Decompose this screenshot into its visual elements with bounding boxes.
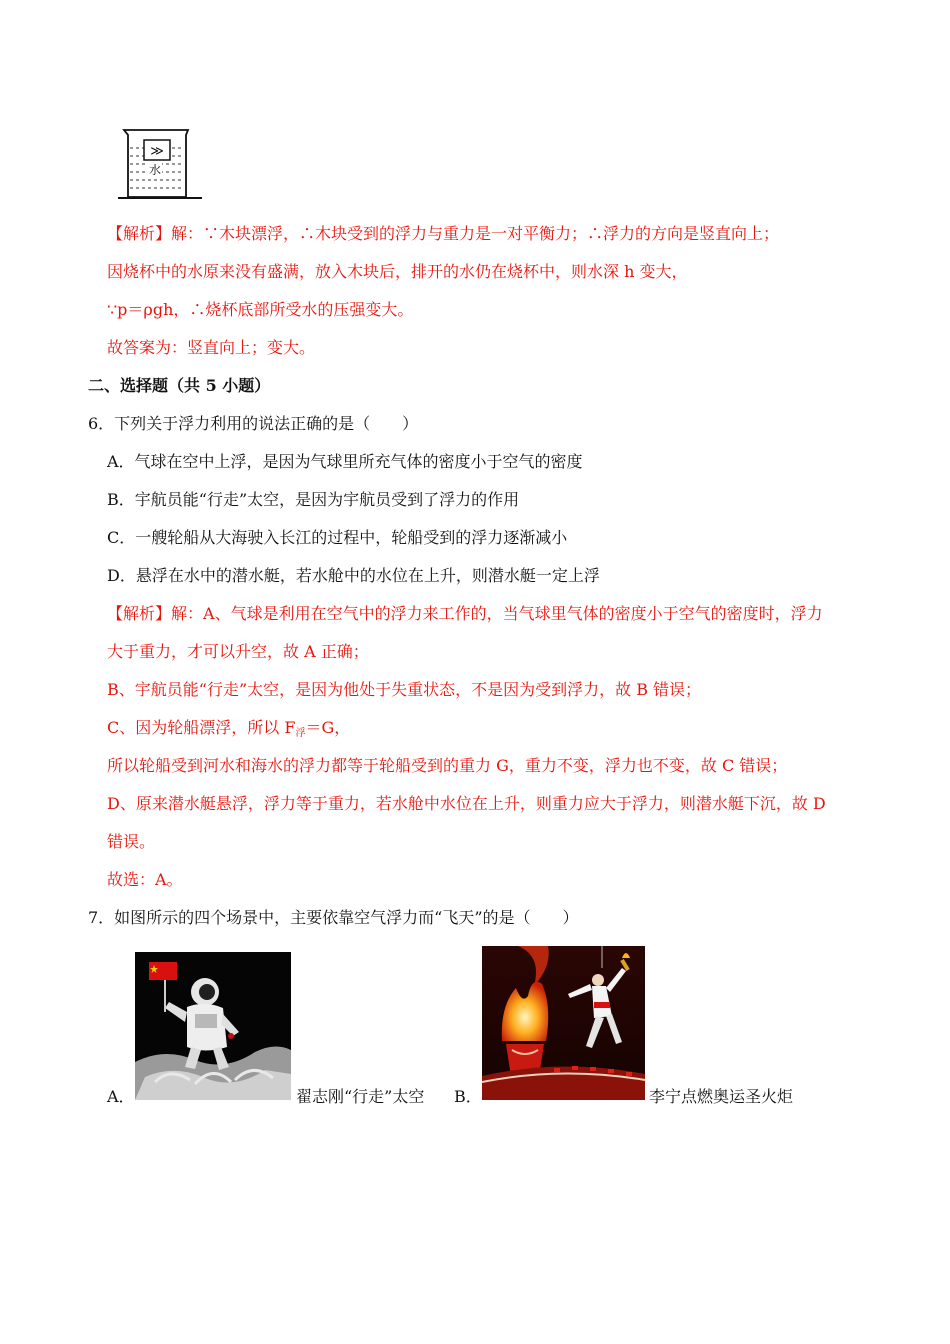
q6-stem: 6．下列关于浮力利用的说法正确的是（ ） [88,414,419,433]
analysis-tag: 【解析】 [107,224,172,243]
q6-analysis-d2: 错误。 [107,832,156,851]
q6-option-a: A．气球在空中上浮，是因为气球里所充气体的密度小于空气的密度 [107,452,583,471]
q7-option-b-caption: 李宁点燃奥运圣火炬 [649,1087,794,1106]
analysis5-line3: ∵p＝ρgh，∴烧杯底部所受水的压强变大。 [107,300,414,319]
wood-block-symbol: ≫ [150,144,164,159]
q6-option-d: D．悬浮在水中的潜水艇，若水舱中的水位在上升，则潜水艇一定上浮 [107,566,600,585]
analysis5-line1: 【解析】解：∵木块漂浮，∴木块受到的浮力与重力是一对平衡力；∴浮力的方向是竖直向上； [107,224,780,243]
q6-analysis-c1: C、因为轮船漂浮，所以 $F_浮=G$， [107,718,351,739]
astronaut-photo [135,952,291,1100]
q6-option-c: C．一艘轮船从大海驶入长江的过程中，轮船受到的浮力逐渐减小 [107,528,568,547]
q6-analysis-b: B、宇航员能“行走”太空，是因为他处于失重状态，不是因为受到浮力，故 B 错误； [107,680,702,699]
analysis5-line2: 因烧杯中的水原来没有盛满，放入木块后，排开的水仍在烧杯中，则水深 h 变大， [107,262,688,281]
q6-analysis-c2: 所以轮船受到河水和海水的浮力都等于轮船受到的重力 G，重力不变，浮力也不变，故 C 错误； [107,756,788,775]
water-label: 水 [148,163,162,177]
subscript-buoyancy: 浮 [295,728,306,739]
analysis-tag: 【解析】 [107,604,172,623]
analysis5-answer: 故答案为：竖直向上；变大。 [107,338,316,357]
q6-analysis-d1: D、原来潜水艇悬浮，浮力等于重力，若水舱中水位在上升，则重力应大于浮力，则潜水艇下沉，故 D [107,794,826,813]
section-heading: 二、选择题（共 5 小题） [88,376,271,395]
q7-stem: 7．如图所示的四个场景中，主要依靠空气浮力而“飞天”的是（ ） [88,908,579,927]
q6-analysis-answer: 故选：A。 [107,870,183,889]
q7-option-b-letter: B． [454,1087,482,1106]
q6-option-b: B．宇航员能“行走”太空，是因为宇航员受到了浮力的作用 [107,490,520,509]
torch-lighting-photo [482,946,645,1100]
q6-analysis-a2: 大于重力，才可以升空，故 A 正确； [107,642,369,661]
beaker-figure [118,126,202,200]
q7-option-a-letter: A． [107,1087,135,1106]
q7-option-a-caption: 翟志刚“行走”太空 [296,1087,425,1106]
q6-analysis-a1: 【解析】解：A、气球是利用在空气中的浮力来工作的，当气球里气体的密度小于空气的密度时，浮力 [107,604,823,623]
